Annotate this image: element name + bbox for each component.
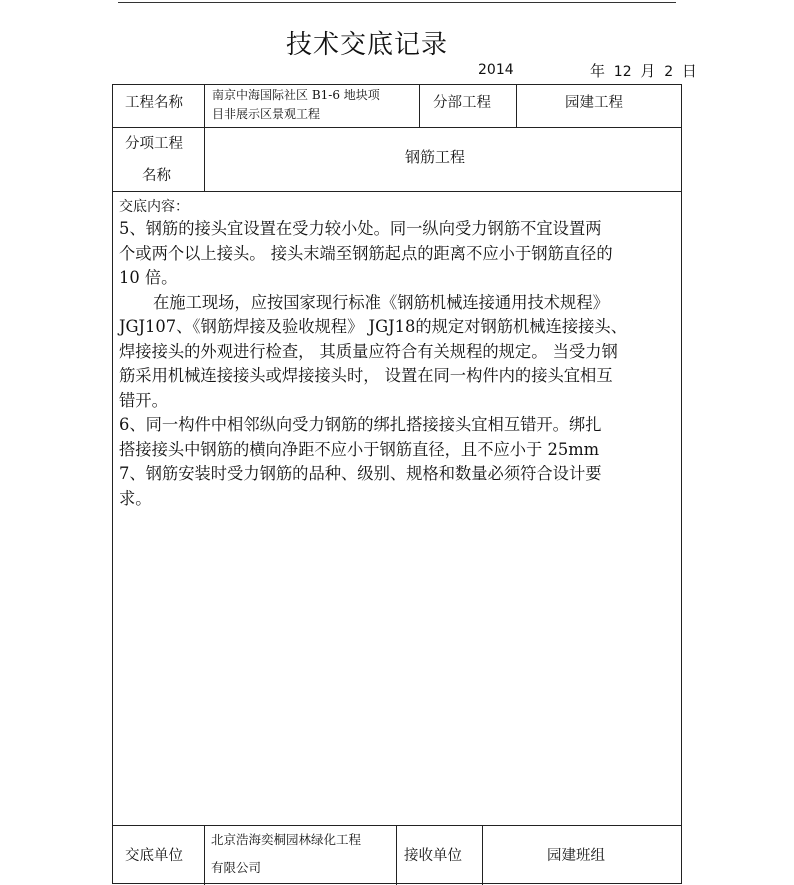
col-divider-f-c [482, 825, 483, 885]
division-value: 园建工程 [565, 95, 623, 111]
col-divider-f-a [204, 825, 205, 885]
date-month-unit: 月 [640, 62, 656, 80]
subitem-label-line2: 名称 [142, 168, 171, 184]
disclosure-content [119, 197, 679, 511]
subitem-value: 钢筋工程 [405, 148, 466, 166]
row-divider-1 [113, 127, 681, 128]
date-month: 12 [613, 64, 632, 80]
date-day: 2 [664, 64, 674, 80]
receiver-label: 接收单位 [404, 848, 462, 864]
date-rest [588, 60, 699, 81]
receiver-value: 园建班组 [547, 848, 605, 864]
division-label: 分部工程 [433, 95, 491, 111]
col-divider-f-b [396, 825, 397, 885]
content-line: 搭接接头中钢筋的横向净距不应小于钢筋直径，且不应小于 25mm [119, 439, 600, 459]
col-divider-r2 [204, 127, 205, 191]
content-line: 个或两个以上接头。 接头末端至钢筋起点的距离不应小于钢筋直径的 [119, 243, 613, 263]
top-rule [118, 2, 676, 3]
content-line: 焊接接头的外观进行检查， 其质量应符合有关规程的规定。 当受力钢 [119, 341, 618, 361]
content-line: 筋采用机械连接接头或焊接接头时， 设置在同一构件内的接头宜相互 [119, 366, 613, 385]
page-title: 技术交底记录 [285, 30, 448, 60]
content-line: 错开。 [119, 390, 168, 410]
content-line: 7、钢筋安装时受力钢筋的品种、级别、规格和数量必须符合设计要 [119, 464, 602, 483]
content-line: JGJ107、《钢筋焊接及验收规程》 JGJ18的规定对钢筋机械连接接头、 [119, 317, 627, 336]
content-line: 求。 [119, 488, 152, 508]
date-year: 2014 [478, 62, 514, 78]
issuer-value-line1: 北京浩海奕桐园林绿化工程 [211, 832, 362, 847]
col-divider-r1-a [204, 85, 205, 127]
col-divider-r1-c [516, 85, 517, 127]
project-name-value-line2: 目非展示区景观工程 [212, 107, 321, 121]
issuer-label: 交底单位 [125, 848, 183, 864]
content-line: 6、同一构件中相邻纵向受力钢筋的绑扎搭接接头宜相互错开。绑扎 [119, 415, 602, 434]
date-day-unit: 日 [681, 62, 697, 80]
project-name-label: 工程名称 [125, 95, 183, 111]
content-line: 在施工现场，应按国家现行标准《钢筋机械连接通用技术规程》 [153, 292, 609, 312]
row-divider-3 [113, 825, 681, 826]
date-year-unit: 年 [590, 62, 606, 80]
issuer-value-line2: 有限公司 [211, 860, 262, 875]
content-line: 5、钢筋的接头宜设置在受力较小处。同一纵向受力钢筋不宜设置两 [119, 219, 602, 238]
col-divider-r1-b [419, 85, 420, 127]
project-name-value-line1: 南京中海国际社区 B1-6 地块项 [212, 88, 380, 102]
subitem-label-line1: 分项工程 [125, 136, 183, 152]
content-line: 10 倍。 [119, 268, 178, 287]
record-sheet [112, 84, 682, 884]
content-heading: 交底内容： [119, 199, 189, 215]
row-divider-2 [113, 191, 681, 192]
